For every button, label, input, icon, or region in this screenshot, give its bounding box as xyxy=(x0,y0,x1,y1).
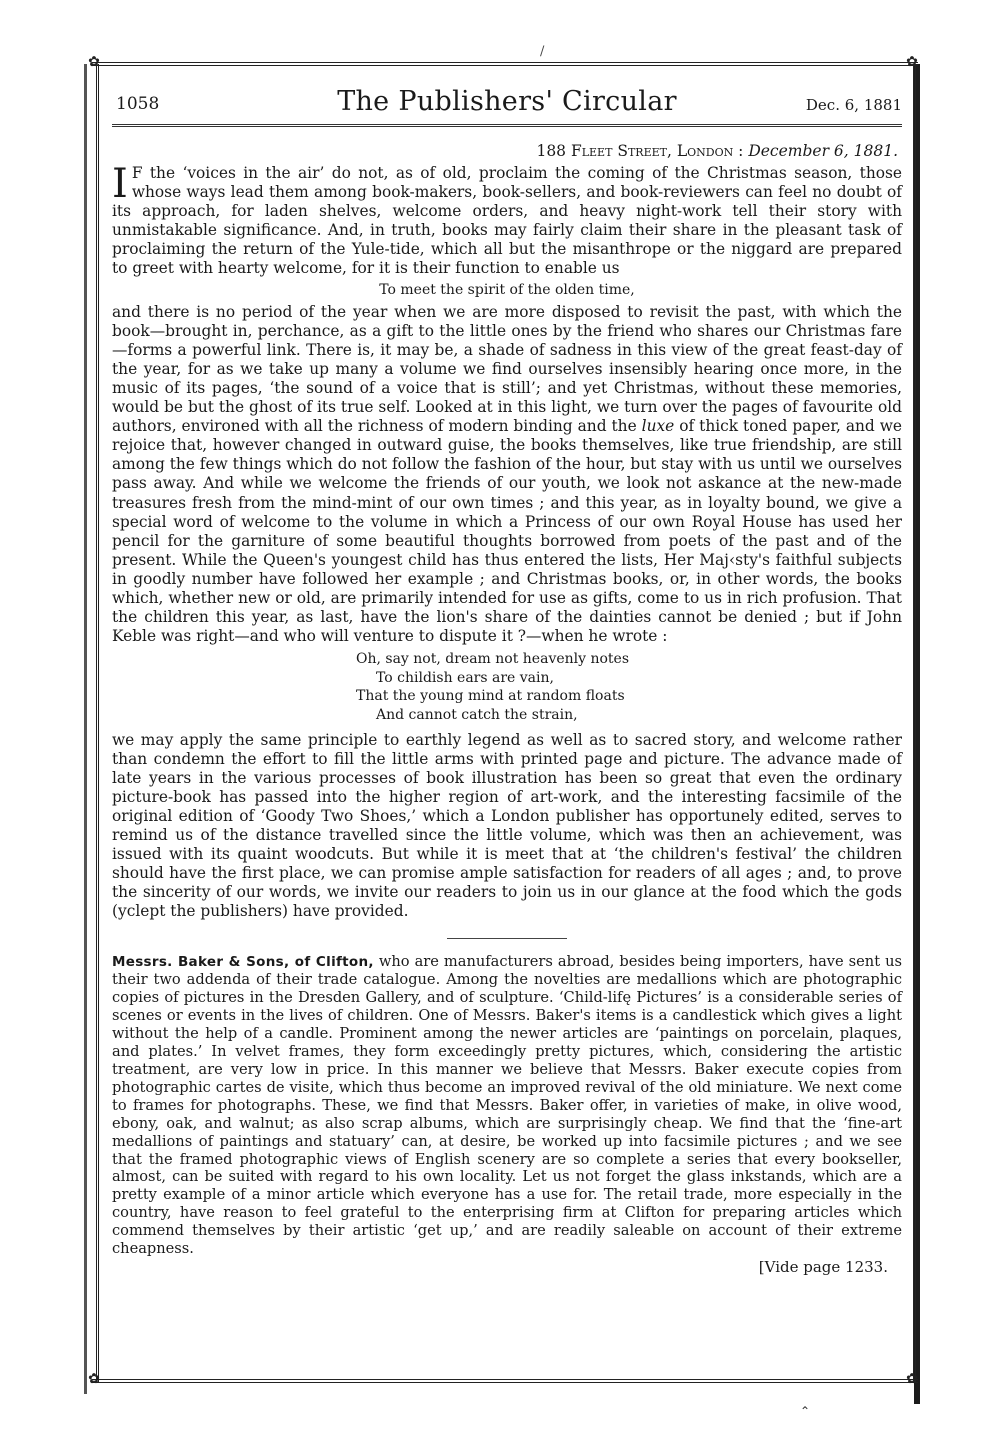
corner-ornament-icon: ✿ xyxy=(88,1371,100,1387)
paragraph-text: and there is no period of the year when we are more disposed to revisit the past, with which the book—brought in, perchance, as a gift to the little ones by the friend who shares our Christmas fare—forms a powerful link. There is, it may be, a shade of sadness in this view of the great feast-day of the year, for as we take up many a volume we find ourselves insensibly hearing once more, in the music of its pages, ‘the sound of a voice that is still’; and yet Christmas, without these memories, would be but the ghost of its true self. Looked at in this light, we turn over the pages of favourite old authors, environed with all the richness of modern binding and the xyxy=(112,302,902,436)
verse-line: Oh, say not, dream not heavenly notes xyxy=(356,651,630,668)
paragraph-text: F the ‘voices in the air’ do not, as of old, proclaim the coming of the Christmas season, those whose ways lead them among book-makers, book-sellers, and book-reviewers can feel no doubt of its approach, for laden shelves, welcome orders, and heavy night-work tell their story with unmistakable significance. And, in truth, books may fairly claim their share in the pleasant task of proclaiming the return of the Yule-tide, which all but the misanthrope or the niggard are prepared to greet with hearty welcome, for it is their function to enable us xyxy=(112,164,902,278)
bottom-rule xyxy=(92,1379,918,1383)
dateline-address: 188 Fleet Street, London : xyxy=(536,142,744,160)
paragraph-intro xyxy=(112,161,902,279)
issue-date: Dec. 6, 1881 xyxy=(805,96,902,114)
stray-mark: ⌃ xyxy=(800,1404,811,1418)
verse-block xyxy=(356,650,902,724)
paragraph-main xyxy=(112,303,902,647)
quotation: To meet the spirit of the olden time, xyxy=(379,281,635,298)
stray-mark: / xyxy=(540,44,545,59)
italic-word: luxe xyxy=(641,417,675,436)
corner-ornament-icon: ✿ xyxy=(88,54,100,70)
page-number: 1058 xyxy=(116,94,160,114)
notice-paragraph xyxy=(112,953,902,1258)
section-divider xyxy=(447,938,567,939)
article-body xyxy=(112,142,902,1276)
dateline-date: December 6, 1881. xyxy=(748,142,898,160)
page-header xyxy=(112,86,902,122)
publication-title: The Publishers' Circular xyxy=(337,86,677,117)
notice-lead: Messrs. Baker & Sons, of Clifton, xyxy=(112,953,374,970)
page-reference: [Vide page 1233. xyxy=(758,1257,888,1276)
header-rule xyxy=(112,124,902,127)
verse-line: That the young mind at random floats xyxy=(356,688,625,705)
notice-text: who are manufacturers abroad, besides being importers, have sent us their two addenda of their trade catalogue. Among the novelties are medallions which are photographic copies of pictures in the Dresden Gallery, and of sculpture. ‘Child-lifę Pictures’ is a considerable series of scenes or events in the lives of children. One of Messrs. Baker's items is a candlestick which gives a light without the help of a candle. Prominent among the newer articles are ‘paintings on porcelain, plaques, and plates.’ In velvet frames, they form exceedingly pretty pictures, which, considering the artistic treatment, are very low in price. In this manner we believe that Messrs. Baker execute copies from photographic cartes de visite, which thus become an improved revival of the old miniature. We next come to frames for photographs. These, we find that Messrs. Baker offer, in varieties of make, in olive wood, ebony, oak, and walnut; as also scrap albums, which are surprisingly cheap. We find that the ‘fine-art medallions of paintings and statuary’ can, at desire, be worked up into facsimile pictures ; and we see that the framed photographic views of English scenery are so complete a series that every bookseller, almost, can be suited with regard to his own locality. Let us not forget the glass inkstands, which are a pretty example of a minor article which everyone has a use for. The retail trade, more especially in the country, have reason to feel grateful to the enterprising firm at Clifton for preparing articles which commend themselves by their artistic ‘get up,’ and are readily saleable on account of their extreme cheapness. xyxy=(112,952,902,1258)
top-rule xyxy=(92,62,918,66)
verse-line: And cannot catch the strain, xyxy=(376,707,578,724)
drop-cap: I xyxy=(112,161,128,207)
paragraph-closing: we may apply the same principle to earthly legend as well as to sacred story, and welcome rather than condemn the effort to fill the little arms with printed page and picture. The advance made of late years in the various processes of book illustration has been so great that even the ordinary picture-book has passed into the higher region of art-work, and the interesting facsimile of the original edition of ‘Goody Two Shoes,’ which a London publisher has opportunely edited, serves to remind us of the distance travelled since the little volume, which was then an achievement, was issued with its quaint woodcuts. But while it is meet that at ‘the children's festival’ the children should have the first place, we can promise ample satisfaction for readers of all ages ; and, to prove the sincerity of our words, we invite our readers to join us in our glance at the food which the gods (yclept the publishers) have provided. xyxy=(112,730,902,921)
verse-line: To childish ears are vain, xyxy=(376,669,554,686)
dateline xyxy=(112,142,898,164)
corner-ornament-icon: ✿ xyxy=(906,1371,918,1387)
corner-ornament-icon: ✿ xyxy=(906,54,918,70)
left-border-shadow xyxy=(84,64,87,1394)
paragraph-text: of thick toned paper, and we rejoice that, however changed in outward guise, the books themselves, like true friendship, are still among the few things which do not follow the fashion of the hour, but stay with us until we ourselves pass away. And while we welcome the friends of our youth, we look not askance at the new-made treasures fresh from the mind-mint of our own times ; and this year, as in loyalty bound, we give a special word of welcome to the volume in which a Princess of our own Royal House has used her pencil for the garniture of some beautiful thoughts borrowed from poets of the past and of the present. While the Queen's youngest child has thus entered the lists, Her Maj‹sty's faithful subjects in goodly number have followed her example ; and Christmas books, or, in other words, the books which, whether new or old, are primarily intended for use as gifts, come to us in rich profusion. That the children this year, as last, have the lion's share of the dainties cannot be denied ; but if John Keble was right—and who will venture to dispute it ?—when he wrote : xyxy=(112,417,903,646)
